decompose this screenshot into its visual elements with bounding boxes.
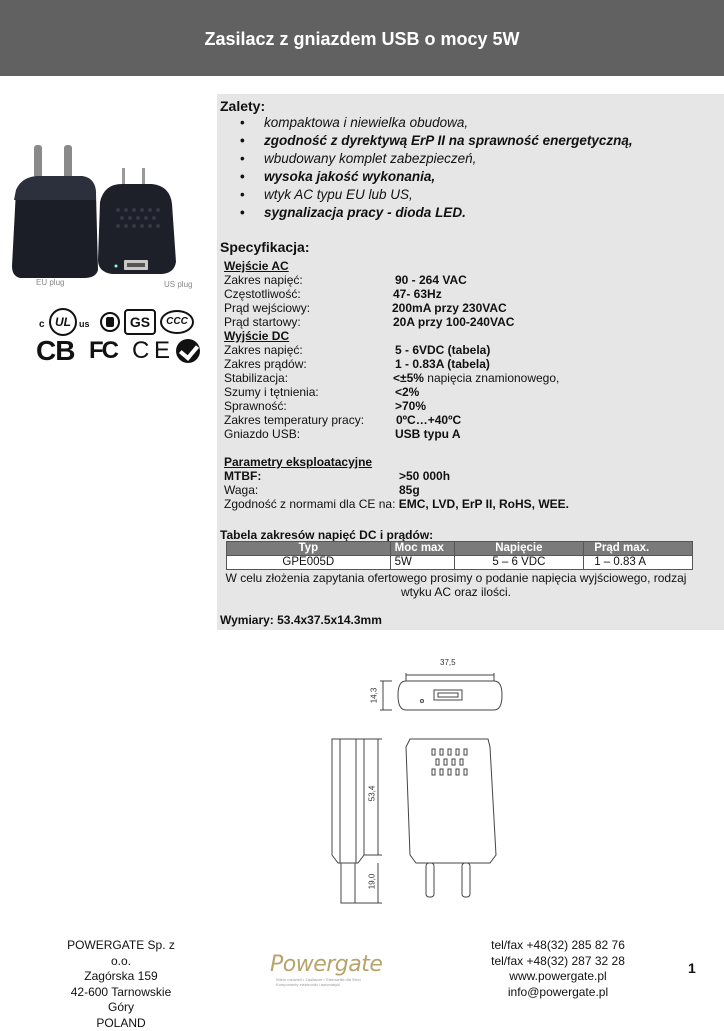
spec-value: 200mA przy 230VAC xyxy=(392,301,507,315)
spec-value: 1 - 0.83A (tabela) xyxy=(395,357,490,371)
list-item: • zgodność z dyrektywą ErP II na sprawność energetyczną, xyxy=(217,132,633,150)
note-line: wtyku AC oraz ilości. xyxy=(217,585,695,599)
spec-row-ce xyxy=(224,497,569,511)
table-header-cell: Typ xyxy=(227,542,391,556)
eu-pin-icon xyxy=(64,145,72,181)
spec-value: 5 - 6VDC (tabela) xyxy=(395,343,490,357)
fcc-logo-icon: FC xyxy=(89,338,117,364)
spec-value: 0ºC…+40ºC xyxy=(396,413,461,427)
table-header-cell: Moc max xyxy=(390,542,454,556)
table-cell: 5W xyxy=(390,556,454,570)
advantages-list xyxy=(217,114,633,222)
spec-label: Zakres napięć: xyxy=(224,273,303,287)
voltage-current-table xyxy=(226,541,693,570)
list-item: • wtyk AC typu EU lub US, xyxy=(217,186,633,204)
ul-c-mark: c xyxy=(39,319,45,330)
header-bar xyxy=(0,0,724,76)
spec-label: Zgodność z normami dla CE na: xyxy=(224,497,395,511)
spec-value: 20A przy 100-240VAC xyxy=(393,315,514,329)
table-header-cell: Prąd max. xyxy=(584,542,693,556)
spec-value: <2% xyxy=(395,385,419,399)
us-pin-icon xyxy=(122,168,125,186)
round-cert-icon xyxy=(100,312,120,332)
spec-label: Prąd wejściowy: xyxy=(224,301,310,315)
email-link[interactable]: info@powergate.pl xyxy=(480,985,636,1001)
logo-tagline: Komponenty elektroniki i automatyki xyxy=(276,982,390,987)
note-line: W celu złożenia zapytania ofertowego prosimy o podanie napięcia wyjściowego, rodzaj xyxy=(217,571,695,585)
eu-pin-icon xyxy=(34,145,42,181)
footer-company xyxy=(58,938,184,1031)
spec-value: 85g xyxy=(399,483,420,497)
phone-1: tel/fax +48(32) 285 82 76 xyxy=(480,938,636,954)
table-cell: 5 – 6 VDC xyxy=(454,556,584,570)
spec-label: Gniazdo USB: xyxy=(224,427,300,441)
table-cell: GPE005D xyxy=(227,556,391,570)
table-title: Tabela zakresów napięć DC i prądów: xyxy=(220,528,433,542)
info-panel xyxy=(217,94,724,630)
spec-label: Zakres prądów: xyxy=(224,357,307,371)
spec-label: Waga: xyxy=(224,483,258,497)
ce-logo-icon: C E xyxy=(132,338,169,364)
spec-value: <±5% napięcia znamionowego, xyxy=(393,371,559,385)
spec-label: MTBF: xyxy=(224,469,261,483)
table-header-cell: Napięcie xyxy=(454,542,584,556)
powergate-logo xyxy=(270,953,390,987)
spec-label: Częstotliwość: xyxy=(224,287,301,301)
company-name: POWERGATE Sp. z o.o. xyxy=(58,938,184,969)
table-note xyxy=(217,571,695,599)
spec-label: Zakres napięć: xyxy=(224,343,303,357)
spec-value: USB typu A xyxy=(395,427,461,441)
phone-2: tel/fax +48(32) 287 32 28 xyxy=(480,954,636,970)
us-plug-label: US plug xyxy=(164,280,192,289)
ccc-logo-icon: CCC xyxy=(160,310,194,334)
footer-contact xyxy=(480,938,636,1000)
spec-label: Zakres temperatury pracy: xyxy=(224,413,364,427)
logo-text: Powergate xyxy=(270,953,390,977)
spec-value: EMC, LVD, ErP II, RoHS, WEE. xyxy=(399,497,569,511)
params-section-title: Parametry eksploatacyjne xyxy=(224,455,372,469)
spec-label: Stabilizacja: xyxy=(224,371,288,385)
cb-logo-icon: CB xyxy=(36,336,74,366)
certification-logos xyxy=(36,306,206,368)
table-header-row xyxy=(227,542,693,556)
table-cell: 1 – 0.83 A xyxy=(584,556,693,570)
dim-width-label: 37,5 xyxy=(440,658,456,667)
spec-label: Prąd startowy: xyxy=(224,315,301,329)
advantages-title: Zalety: xyxy=(220,98,265,114)
output-section-title: Wyjście DC xyxy=(224,329,289,343)
page-title: Zasilacz z gniazdem USB o mocy 5W xyxy=(0,0,724,50)
eu-plug-label: EU plug xyxy=(36,278,64,287)
company-country: POLAND xyxy=(58,1016,184,1031)
company-street: Zagórska 159 xyxy=(58,969,184,985)
technical-drawing xyxy=(322,655,512,905)
table-row xyxy=(227,556,693,570)
list-item: • kompaktowa i niewielka obudowa, xyxy=(217,114,633,132)
list-item: • sygnalizacja pracy - dioda LED. xyxy=(217,204,633,222)
dim-height-label: 53,4 xyxy=(367,786,376,802)
page-number: 1 xyxy=(688,960,696,976)
logo-tagline: Wielo rozdzieli • Zasilacze • Sterowniki dla Sieci xyxy=(276,977,390,982)
spec-label: Sprawność: xyxy=(224,399,287,413)
ul-us-mark: us xyxy=(79,319,90,329)
us-pin-icon xyxy=(142,168,145,186)
dim-depth-label: 14,3 xyxy=(369,688,378,704)
list-item: • wysoka jakość wykonania, xyxy=(217,168,633,186)
spec-value: 47- 63Hz xyxy=(393,287,442,301)
input-section-title: Wejście AC xyxy=(224,259,289,273)
company-city: 42-600 Tarnowskie Góry xyxy=(58,985,184,1016)
list-item: • wbudowany komplet zabezpieczeń, xyxy=(217,150,633,168)
product-photo xyxy=(0,140,210,295)
spec-value: >70% xyxy=(395,399,426,413)
website-link[interactable]: www.powergate.pl xyxy=(480,969,636,985)
c-tick-logo-icon xyxy=(176,339,200,363)
dim-plug-label: 19,0 xyxy=(367,874,376,890)
spec-label: Szumy i tętnienia: xyxy=(224,385,319,399)
gs-logo-icon: GS xyxy=(124,309,156,335)
spec-title: Specyfikacja: xyxy=(220,239,310,255)
ul-logo-icon: UL xyxy=(49,308,77,336)
spec-value: >50 000h xyxy=(399,469,450,483)
dimensions-text: Wymiary: 53.4x37.5x14.3mm xyxy=(220,613,382,627)
spec-value: 90 - 264 VAC xyxy=(395,273,467,287)
